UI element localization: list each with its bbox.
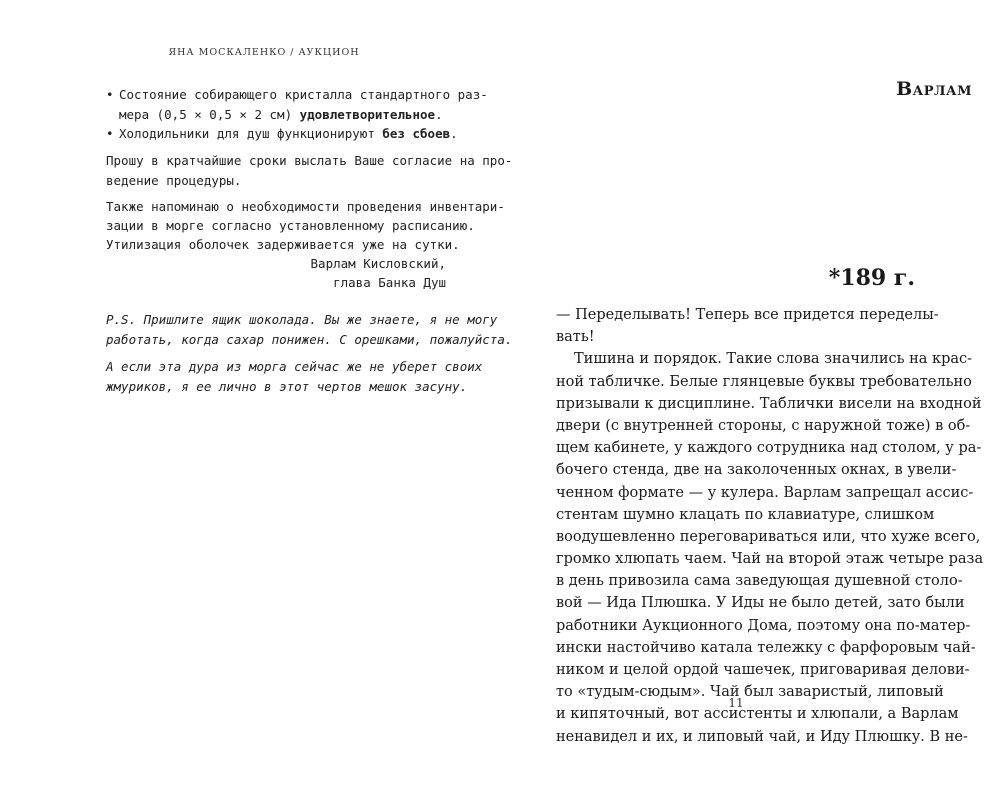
chapter-title: Варлам bbox=[896, 78, 972, 100]
bold-term: удовлетворительное bbox=[299, 107, 436, 122]
bullet-marker: • bbox=[106, 87, 114, 102]
bullet-2-line: Холодильники для душ функционируют без сбоев. bbox=[119, 126, 458, 141]
body-line: и кипяточный, вот ассистенты и хлюпали, а Варлам bbox=[556, 706, 959, 723]
bold-term: без сбоев bbox=[382, 126, 451, 141]
body-line: призывали к дисциплине. Таблички висели на входной bbox=[556, 395, 982, 412]
body-line: вой — Ида Плюшка. У Иды не было детей, зато были bbox=[556, 595, 965, 612]
body-line: ненавидел и их, и липовый чай, и Иду Плюшку. В не- bbox=[556, 728, 968, 745]
body-line: — Переделывать! Теперь все придется переделы- bbox=[556, 307, 939, 323]
body-line: воодушевленно переговариваться или, что хуже всего, bbox=[556, 528, 981, 545]
body-line: двери (с внутренней стороны, с наружной тоже) в об- bbox=[556, 417, 971, 434]
running-head: ЯНА МОСКАЛЕНКО / АУКЦИОН bbox=[168, 47, 360, 58]
postscript-line: А если эта дура из морга сейчас же не уберет своих bbox=[106, 359, 483, 374]
body-line: стентам шумно клацать по клавиатуре, слишком bbox=[556, 506, 935, 523]
paragraph-2-line: зации в морге согласно установленному расписанию. bbox=[106, 218, 475, 233]
paragraph-1-line: Прошу в кратчайшие сроки выслать Ваше согласие на про- bbox=[106, 153, 513, 168]
bullet-marker: • bbox=[106, 126, 114, 141]
signature-name: Варлам Кисловский, bbox=[310, 256, 446, 271]
paragraph-2-line: Также напоминаю о необходимости проведения инвентари- bbox=[106, 199, 505, 214]
body-line: ником и целой ордой чашечек, приговаривая делови- bbox=[556, 662, 970, 678]
body-line: вать! bbox=[556, 329, 595, 346]
body-line: ченном формате — у кулера. Варлам запрещал ассис- bbox=[556, 484, 974, 501]
body-line: щем кабинете, у каждого сотрудника над столом, у ра- bbox=[556, 440, 982, 457]
chapter-year: *189 г. bbox=[828, 265, 915, 291]
postscript-line: P.S. Пришлите ящик шоколада. Вы же знаете, я не могу bbox=[106, 312, 498, 327]
body-line: работники Аукционного Дома, поэтому она по-матер- bbox=[556, 617, 971, 634]
body-line: ински настойчиво катала тележку с фарфоровым чай- bbox=[556, 639, 976, 656]
body-text bbox=[556, 304, 984, 748]
body-line: бочего стенда, две на заколоченных окнах, в увели- bbox=[556, 462, 957, 479]
signature-title: глава Банка Душ bbox=[333, 275, 446, 290]
body-line: в день привозила сама заведующая душевной столо- bbox=[556, 573, 963, 590]
paragraph-1-line: ведение процедуры. bbox=[106, 173, 242, 188]
body-line: громко хлюпать чаем. Чай на второй этаж четыре раза bbox=[556, 551, 984, 568]
postscript-line: жмуриков, я ее лично в этот чертов мешок засуну. bbox=[106, 379, 468, 394]
right-page bbox=[500, 0, 1000, 788]
postscript-line: работать, когда сахар понижен. С орешками, пожалуйста. bbox=[106, 332, 513, 347]
page-number: 11 bbox=[728, 696, 744, 710]
body-line: ной табличке. Белые глянцевые буквы требовательно bbox=[556, 373, 972, 390]
body-line: то «тудым-сюдым». Чай был заваристый, липовый bbox=[556, 684, 944, 701]
bullet-1-line-1: Состояние собирающего кристалла стандартного раз- bbox=[119, 87, 488, 102]
body-line: Тишина и порядок. Такие слова значились на крас- bbox=[574, 351, 973, 368]
bullet-1-line-2: мера (0,5 × 0,5 × 2 см) удовлетворительное. bbox=[119, 107, 443, 122]
paragraph-2-line: Утилизация оболочек задерживается уже на сутки. bbox=[106, 237, 460, 252]
